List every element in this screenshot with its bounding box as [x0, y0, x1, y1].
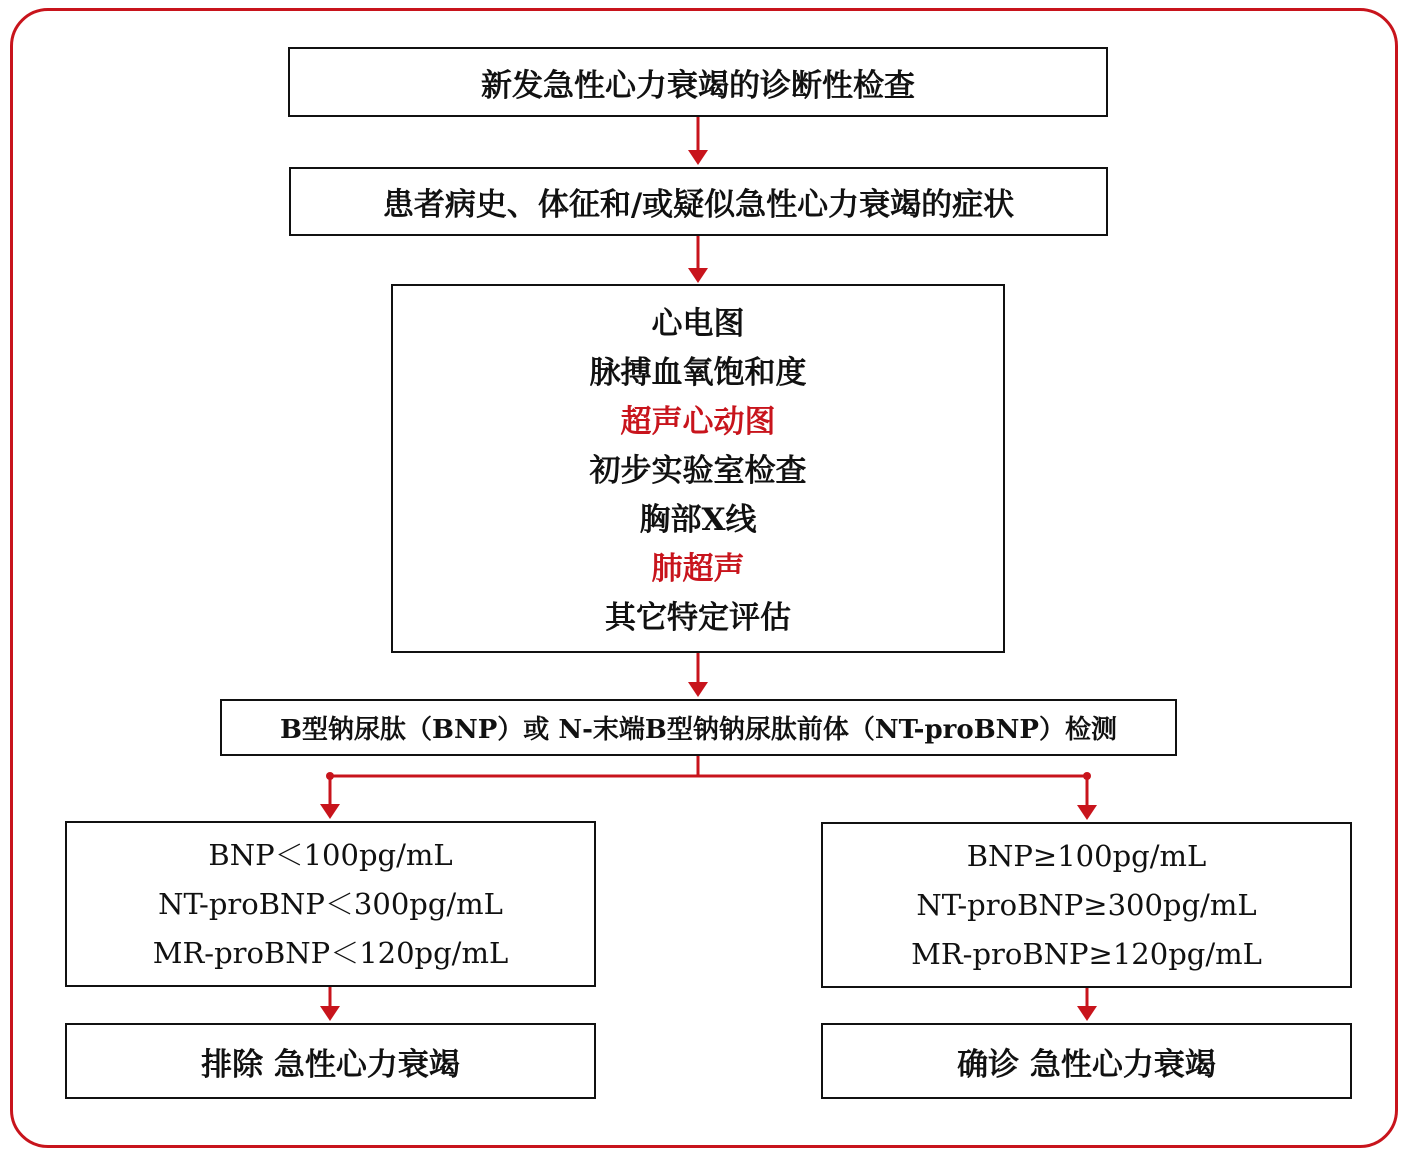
- test-item-chest-xray: 胸部X线: [639, 502, 757, 538]
- rule-out-text: 排除 急性心力衰竭: [201, 1046, 460, 1083]
- title-text: 新发急性心力衰竭的诊断性检查: [481, 67, 915, 104]
- test-item-other: 其它特定评估: [605, 600, 791, 636]
- junction-right: [1083, 772, 1091, 780]
- right-criterion-mr-probnp: MR-proBNP≥120pg/mL: [911, 936, 1262, 971]
- left-criterion-bnp: BNP＜100pg/mL: [208, 837, 453, 872]
- right-criterion-bnp: BNP≥100pg/mL: [966, 838, 1207, 873]
- confirm-box: [821, 1023, 1352, 1099]
- confirm-text: 确诊 急性心力衰竭: [957, 1046, 1216, 1083]
- left-criterion-nt-probnp: NT-proBNP＜300pg/mL: [158, 886, 503, 921]
- test-item-lung-ultrasound: 肺超声: [651, 551, 745, 587]
- test-item-pulse-oximetry: 脉搏血氧饱和度: [589, 355, 807, 391]
- symptoms-box: [289, 167, 1108, 236]
- arrowhead-left-branch: [320, 804, 340, 819]
- title-box: [288, 47, 1108, 117]
- symptoms-text: 患者病史、体征和/或疑似急性心力衰竭的症状: [382, 187, 1015, 223]
- rule-out-box: [65, 1023, 596, 1099]
- test-item-echocardiogram: 超声心动图: [620, 404, 776, 440]
- arrowhead-left-outcome: [320, 1006, 340, 1021]
- left-criterion-mr-probnp: MR-proBNP＜120pg/mL: [152, 935, 509, 970]
- right-criteria-box: [821, 822, 1352, 988]
- test-item-ecg: 心电图: [651, 306, 745, 342]
- test-item-lab-tests: 初步实验室检查: [589, 453, 807, 489]
- biomarker-box: [220, 699, 1177, 756]
- junction-left: [326, 772, 334, 780]
- right-criterion-nt-probnp: NT-proBNP≥300pg/mL: [916, 887, 1257, 922]
- arrowhead-right-outcome: [1077, 1006, 1097, 1021]
- left-criteria-box: [65, 821, 596, 987]
- arrowhead-right-branch: [1077, 805, 1097, 820]
- arrowhead-2: [688, 268, 708, 283]
- biomarker-text: B型钠尿肽（BNP）或 N-末端B型钠钠尿肽前体（NT-proBNP）检测: [280, 715, 1117, 745]
- arrowhead-3: [688, 682, 708, 697]
- tests-box: [391, 284, 1005, 653]
- arrowhead-1: [688, 150, 708, 165]
